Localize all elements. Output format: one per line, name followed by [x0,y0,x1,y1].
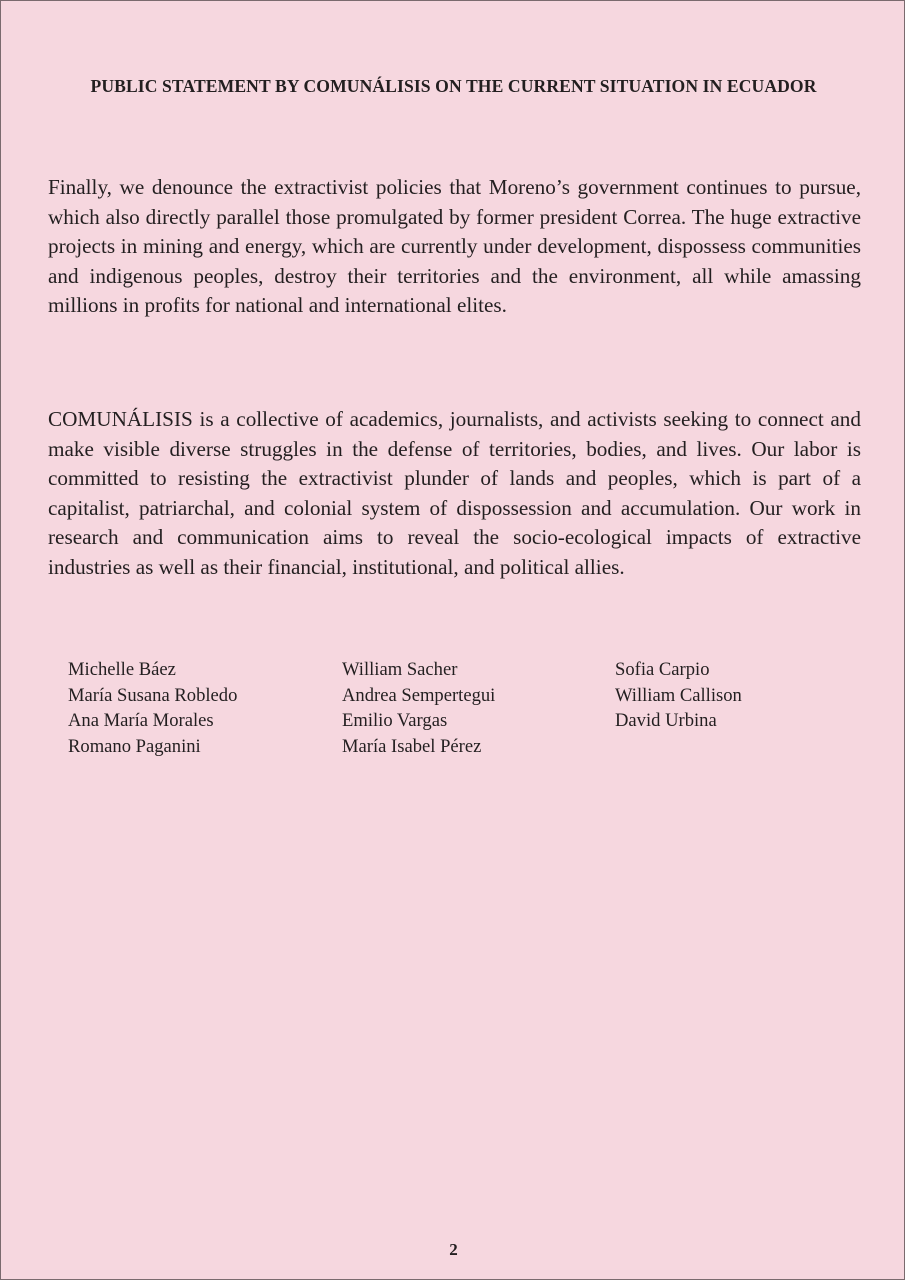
signatory-name: María Isabel Pérez [342,735,482,757]
page-number: 2 [449,1240,458,1259]
paragraph-extractivist-policies: Finally, we denounce the extractivist policies that Moreno’s government continues to pursue, which also directly parallel those promulgated by former president Correa. The huge extractive projects in mining and energy, which are currently under development, dispossess communities and indigenous peoples, destroy their territories and the environment, all while amassing millions in profits for national and international elites. [48,175,861,317]
signatory-name: María Susana Robledo [68,684,238,706]
signatory-name: William Sacher [342,659,458,680]
signatory-name: Sofia Carpio [615,659,710,680]
signatories-column-1 [68,657,237,759]
signatories-block [68,657,828,767]
signatory-name: David Urbina [615,710,717,731]
signatories-column-2 [342,657,495,759]
signatory-name: Ana María Morales [68,710,214,731]
signatory-name: Andrea Sempertegui [342,684,496,706]
signatory-name: Romano Paganini [68,735,201,757]
document-title: PUBLIC STATEMENT BY COMUNÁLISIS ON THE CURRENT SITUATION IN ECUADOR [90,76,817,96]
signatory-name: William Callison [615,684,742,706]
paragraph-about-comunalisis: COMUNÁLISIS is a collective of academics, journalists, and activists seeking to connect and make visible diverse struggles in the defense of territories, bodies, and lives. Our labor is committed to resisting the extractivist plunder of lands and peoples, which is part of a capitalist, patriarchal, and colonial system of dispossession and accumulation. Our work in research and communication aims to reveal the socio-ecological impacts of extractive industries as well as their financial, institutional, and political allies. [48,407,861,579]
signatory-name: Emilio Vargas [342,710,448,731]
signatory-name: Michelle Báez [68,659,176,680]
signatories-column-3 [615,657,742,734]
